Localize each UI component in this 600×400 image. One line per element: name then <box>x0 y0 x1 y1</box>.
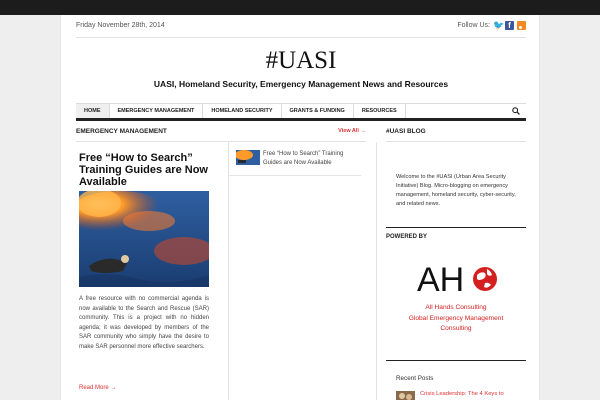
emergency-management-header <box>76 126 366 142</box>
powered-by-label: POWERED BY <box>386 234 428 240</box>
header-divider <box>76 37 526 38</box>
post-excerpt: A free resource with no commercial agenda is now available to the Search and Rescue (SAR) community. This is a project with no hidden agenda; it was developed by members of the SAR community who simply have the desire to make SAR personnel more effective searchers. <box>79 296 209 350</box>
uasi-blog-header <box>386 126 526 142</box>
company-line: Global Emergency Management <box>408 314 504 322</box>
facebook-icon[interactable]: f <box>505 21 514 30</box>
blog-description: Welcome to the #UASI (Urban Area Security Initiative) Blog. Micro-blogging on emergency management, homeland security, cyber-security, and related news. <box>396 174 516 207</box>
site-tagline: UASI, Homeland Security, Emergency Management News and Resources <box>153 79 449 89</box>
top-dark-bar <box>0 0 600 15</box>
ahc-logo-letters: AH <box>417 261 465 297</box>
list-item[interactable] <box>229 149 361 176</box>
recent-post-title[interactable]: Crisis Leadership: The 4 Keys to <box>420 391 504 397</box>
nav-home[interactable]: HOME <box>76 104 110 118</box>
rss-icon[interactable] <box>517 21 526 30</box>
info-bar <box>76 21 526 35</box>
site-title[interactable]: #UASI <box>265 47 337 74</box>
column-divider <box>376 142 377 400</box>
search-icon[interactable] <box>512 107 520 115</box>
sidebar-post-title[interactable]: Free “How to Search” Training Guides are Now Available <box>263 151 344 166</box>
company-line: Consulting <box>440 325 472 332</box>
read-more-link[interactable]: Read More → <box>79 385 117 391</box>
post-title[interactable]: Free “How to Search” Training Guides are Now Available <box>79 152 208 188</box>
view-all-link[interactable]: View All → <box>338 128 366 134</box>
post-thumbnail[interactable] <box>236 150 260 165</box>
section-title: EMERGENCY MANAGEMENT <box>76 128 167 135</box>
section-separator <box>386 360 526 361</box>
follow-label: Follow Us: <box>457 22 490 29</box>
nav-homeland-security[interactable]: HOMELAND SECURITY <box>203 104 281 118</box>
main-nav <box>76 103 526 121</box>
company-line: All Hands Consulting <box>425 304 487 311</box>
recent-post-item[interactable] <box>396 390 526 400</box>
post-image[interactable] <box>79 191 209 287</box>
nav-emergency-management[interactable]: EMERGENCY MANAGEMENT <box>110 104 204 118</box>
recent-post-thumbnail[interactable] <box>396 391 415 400</box>
twitter-icon[interactable]: 🐦 <box>493 20 505 30</box>
blog-title: #UASI BLOG <box>386 128 426 135</box>
ahc-logo[interactable] <box>417 257 499 297</box>
company-info[interactable] <box>386 303 526 335</box>
nav-resources[interactable]: RESOURCES <box>354 104 406 118</box>
current-date: Friday November 28th, 2014 <box>76 22 165 29</box>
column-divider <box>228 142 229 400</box>
page-container <box>60 15 540 400</box>
section-separator <box>386 227 526 228</box>
follow-us <box>457 21 526 30</box>
recent-posts-label: Recent Posts <box>396 375 434 382</box>
nav-grants-funding[interactable]: GRANTS & FUNDING <box>282 104 354 118</box>
